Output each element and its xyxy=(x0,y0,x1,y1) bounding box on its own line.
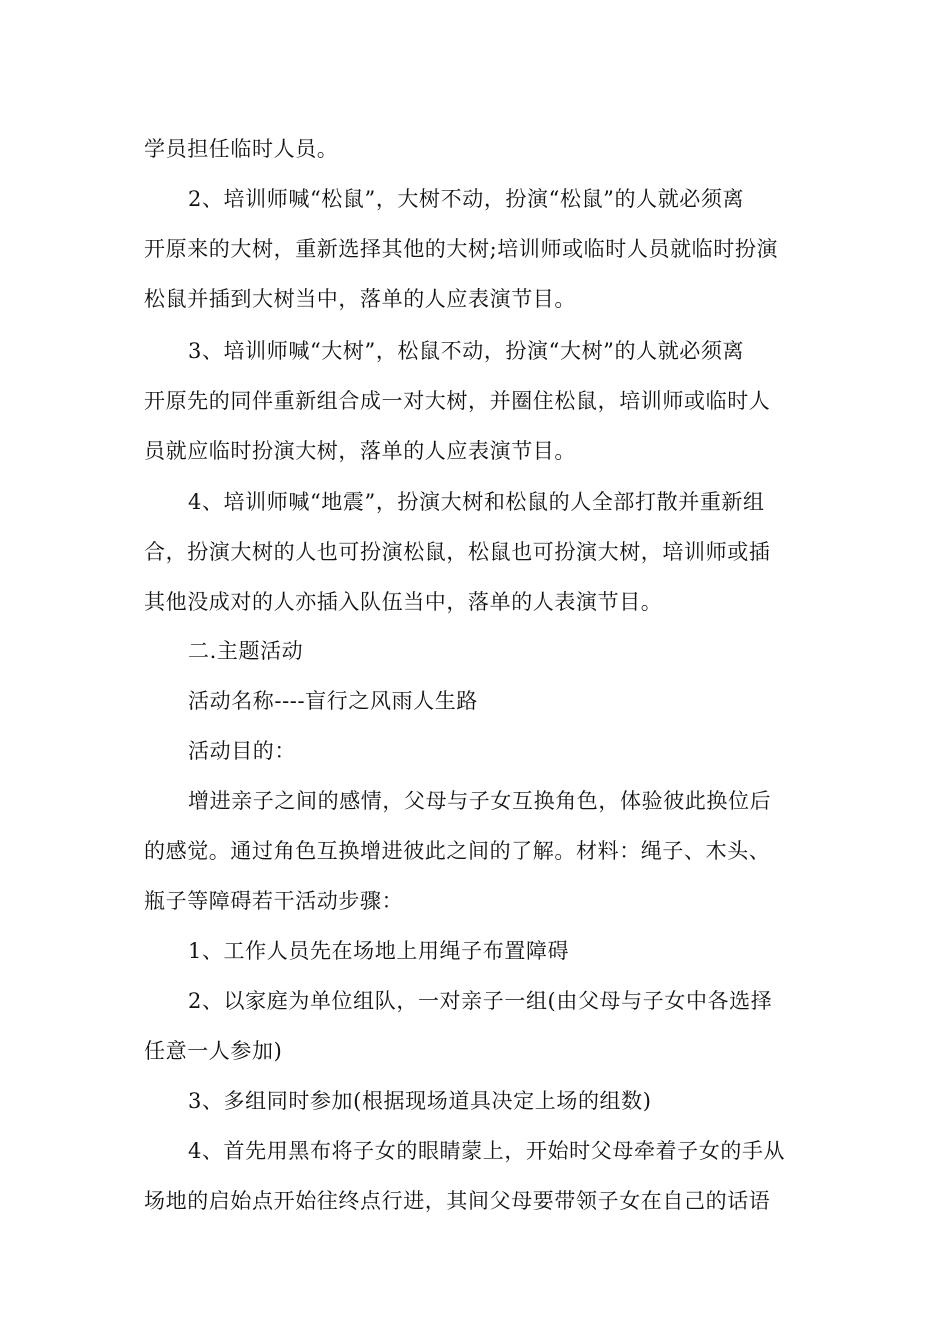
text-line: 4、培训师喊“地震”，扮演大树和松鼠的人全部打散并重新组 xyxy=(188,490,765,514)
text-line: 松鼠并插到大树当中，落单的人应表演节目。 xyxy=(144,287,576,311)
text-line: 场地的启始点开始往终点行进，其间父母要带领子女在自己的话语 xyxy=(144,1189,771,1213)
text-line: 其他没成对的人亦插入队伍当中，落单的人表演节目。 xyxy=(144,590,663,614)
text-line: 员就应临时扮演大树，落单的人应表演节目。 xyxy=(144,439,576,463)
text-line: 1、工作人员先在场地上用绳子布置障碍 xyxy=(188,939,570,963)
text-line: 学员担任临时人员。 xyxy=(144,137,339,161)
text-line: 开原先的同伴重新组合成一对大树，并圈住松鼠，培训师或临时人 xyxy=(144,389,771,413)
text-line: 开原来的大树，重新选择其他的大树;培训师或临时人员就临时扮演 xyxy=(144,237,779,261)
section-heading: 二.主题活动 xyxy=(188,639,304,663)
text-line: 2、以家庭为单位组队，一对亲子一组(由父母与子女中各选择 xyxy=(188,989,773,1013)
text-line: 3、多组同时参加(根据现场道具决定上场的组数) xyxy=(188,1089,652,1113)
activity-purpose-label: 活动目的： xyxy=(188,739,296,763)
text-line: 的感觉。通过角色互换增进彼此之间的了解。材料：绳子、木头、 xyxy=(144,839,771,863)
text-line: 瓶子等障碍若干活动步骤： xyxy=(144,889,404,913)
text-line: 任意一人参加) xyxy=(144,1039,283,1063)
text-line: 2、培训师喊“松鼠”，大树不动，扮演“松鼠”的人就必须离 xyxy=(188,187,745,211)
text-line: 合，扮演大树的人也可扮演松鼠，松鼠也可扮演大树，培训师或插 xyxy=(144,540,771,564)
text-line: 3、培训师喊“大树”，松鼠不动，扮演“大树”的人就必须离 xyxy=(188,339,745,363)
text-line: 4、首先用黑布将子女的眼睛蒙上，开始时父母牵着子女的手从 xyxy=(188,1139,786,1163)
activity-name: 活动名称----盲行之风雨人生路 xyxy=(188,689,478,713)
text-line: 增进亲子之间的感情，父母与子女互换角色，体验彼此换位后 xyxy=(188,789,772,813)
